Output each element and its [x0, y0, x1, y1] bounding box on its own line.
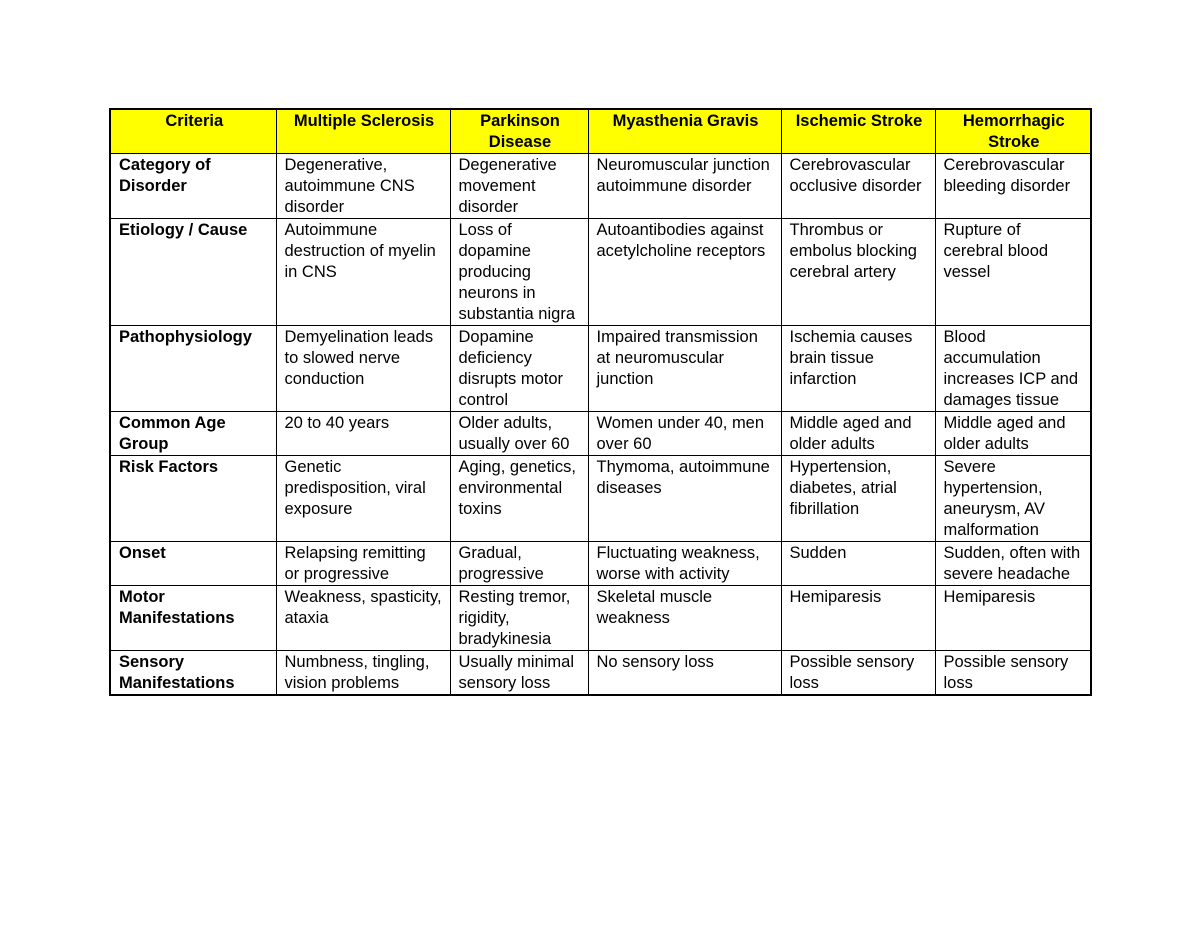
table-cell: Demyelination leads to slowed nerve conduction	[276, 326, 450, 412]
table-cell: No sensory loss	[588, 651, 781, 696]
row-label: Pathophysiology	[110, 326, 276, 412]
table-cell: Resting tremor, rigidity, bradykinesia	[450, 586, 588, 651]
table-header-row	[110, 109, 1091, 154]
table-cell: Relapsing remitting or progressive	[276, 542, 450, 586]
header-criteria: Criteria	[110, 109, 276, 154]
table-row	[110, 154, 1091, 219]
row-label: Common Age Group	[110, 412, 276, 456]
table-row	[110, 542, 1091, 586]
row-label: Etiology / Cause	[110, 219, 276, 326]
table-cell: Impaired transmission at neuromuscular junction	[588, 326, 781, 412]
table-cell: Gradual, progressive	[450, 542, 588, 586]
table-cell: Hemiparesis	[781, 586, 935, 651]
table-cell: Older adults, usually over 60	[450, 412, 588, 456]
table-row	[110, 219, 1091, 326]
table-row	[110, 326, 1091, 412]
table-cell: 20 to 40 years	[276, 412, 450, 456]
row-label: Onset	[110, 542, 276, 586]
table-cell: Genetic predisposition, viral exposure	[276, 456, 450, 542]
row-label: Category of Disorder	[110, 154, 276, 219]
table-cell: Weakness, spasticity, ataxia	[276, 586, 450, 651]
table-cell: Women under 40, men over 60	[588, 412, 781, 456]
table-cell: Cerebrovascular bleeding disorder	[935, 154, 1091, 219]
row-label: Sensory Manifestations	[110, 651, 276, 696]
header-ischemic-stroke: Ischemic Stroke	[781, 109, 935, 154]
table-row	[110, 456, 1091, 542]
table-cell: Hypertension, diabetes, atrial fibrillation	[781, 456, 935, 542]
row-label: Motor Manifestations	[110, 586, 276, 651]
table-cell: Thymoma, autoimmune diseases	[588, 456, 781, 542]
table-cell: Neuromuscular junction autoimmune disorder	[588, 154, 781, 219]
table-cell: Sudden, often with severe headache	[935, 542, 1091, 586]
neurological-disorders-comparison-table	[109, 108, 1092, 696]
table-cell: Hemiparesis	[935, 586, 1091, 651]
table-cell: Middle aged and older adults	[781, 412, 935, 456]
table-cell: Numbness, tingling, vision problems	[276, 651, 450, 696]
table-cell: Aging, genetics, environmental toxins	[450, 456, 588, 542]
table-cell: Severe hypertension, aneurysm, AV malformation	[935, 456, 1091, 542]
table-row	[110, 412, 1091, 456]
table-row	[110, 651, 1091, 696]
table-row	[110, 586, 1091, 651]
table-cell: Blood accumulation increases ICP and damages tissue	[935, 326, 1091, 412]
table-cell: Fluctuating weakness, worse with activity	[588, 542, 781, 586]
row-label: Risk Factors	[110, 456, 276, 542]
table-cell: Possible sensory loss	[935, 651, 1091, 696]
table-cell: Cerebrovascular occlusive disorder	[781, 154, 935, 219]
header-hemorrhagic-stroke: Hemorrhagic Stroke	[935, 109, 1091, 154]
table-cell: Rupture of cerebral blood vessel	[935, 219, 1091, 326]
table-cell: Possible sensory loss	[781, 651, 935, 696]
table-cell: Usually minimal sensory loss	[450, 651, 588, 696]
table-cell: Thrombus or embolus blocking cerebral artery	[781, 219, 935, 326]
table-cell: Autoimmune destruction of myelin in CNS	[276, 219, 450, 326]
table-cell: Middle aged and older adults	[935, 412, 1091, 456]
header-parkinson-disease: Parkinson Disease	[450, 109, 588, 154]
table-cell: Degenerative, autoimmune CNS disorder	[276, 154, 450, 219]
header-multiple-sclerosis: Multiple Sclerosis	[276, 109, 450, 154]
table-cell: Loss of dopamine producing neurons in substantia nigra	[450, 219, 588, 326]
table-cell: Sudden	[781, 542, 935, 586]
table-cell: Ischemia causes brain tissue infarction	[781, 326, 935, 412]
table-cell: Autoantibodies against acetylcholine receptors	[588, 219, 781, 326]
table-cell: Degenerative movement disorder	[450, 154, 588, 219]
table-cell: Dopamine deficiency disrupts motor control	[450, 326, 588, 412]
header-myasthenia-gravis: Myasthenia Gravis	[588, 109, 781, 154]
table-cell: Skeletal muscle weakness	[588, 586, 781, 651]
